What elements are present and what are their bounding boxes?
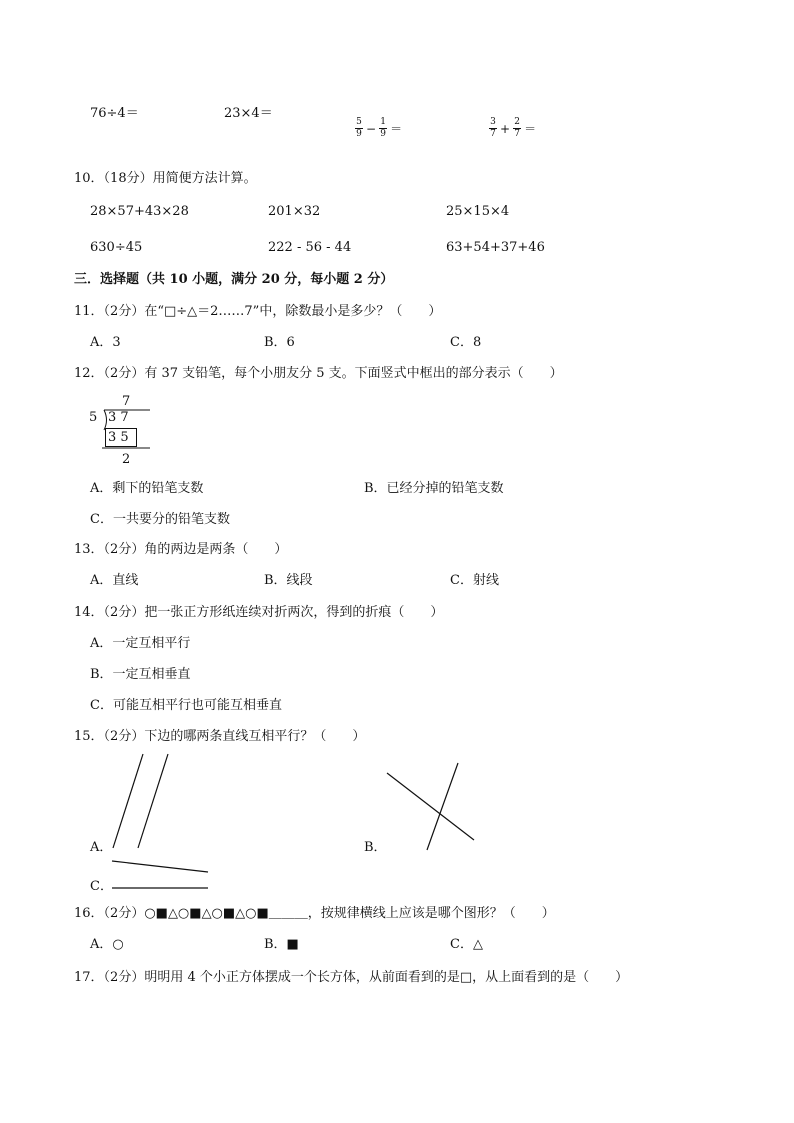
q11-title: 11．（2分）在“□÷△＝2……7”中，除数最小是多少？（ ） [74,304,442,319]
q10-item: 28×57+43×28 [90,204,189,219]
q14-title: 14．（2分）把一张正方形纸连续对折两次，得到的折痕（ ） [74,605,444,620]
division-divisor: 5 [89,410,98,425]
q12-option-b[interactable]: B．已经分掉的铅笔支数 [364,481,504,496]
q17-title: 17．（2分）明明用 4 个小正方体摆成一个长方体，从前面看到的是□，从上面看到的是（ ） [74,970,629,985]
option-b-line-2 [427,763,458,850]
division-remainder: 2 [122,452,131,467]
q13-option-b[interactable]: B．线段 [264,573,313,588]
parallel-lines-figure [0,740,794,900]
division-product: 3 5 [108,430,129,445]
q10-item: 630÷45 [90,240,143,255]
q16-option-c[interactable]: C．△ [450,937,483,952]
calc-23-times-4: 23×4＝ [224,106,273,121]
option-a-line-1 [113,754,143,848]
q12-option-c[interactable]: C．一共要分的铅笔支数 [90,512,230,527]
q14-option-a[interactable]: A．一定互相平行 [90,636,191,651]
option-c-line-1 [112,861,208,872]
q16-option-a[interactable]: A．○ [90,937,124,952]
q15-option-c[interactable]: C． [90,879,113,894]
option-a-line-2 [138,754,168,848]
q11-option-a[interactable]: A．3 [90,335,121,350]
q15-option-a[interactable]: A． [90,840,113,855]
q11-option-c[interactable]: C．8 [450,335,482,350]
q13-option-a[interactable]: A．直线 [90,573,139,588]
calc-fraction-add: 3 7 + 2 7 ＝ [490,117,537,139]
q11-option-b[interactable]: B．6 [264,335,295,350]
q15-title: 15．（2分）下边的哪两条直线互相平行？（ ） [74,729,366,744]
division-quotient: 7 [122,394,131,409]
q10-item: 222 - 56 - 44 [268,240,352,255]
q14-option-c[interactable]: C．可能互相平行也可能互相垂直 [90,698,282,713]
q12-option-a[interactable]: A．剩下的铅笔支数 [90,481,204,496]
q10-title: 10．（18分）用简便方法计算。 [74,171,257,186]
calc-fraction-subtract: 5 9 − 1 9 ＝ [356,117,403,139]
q14-option-b[interactable]: B．一定互相垂直 [90,667,191,682]
q13-title: 13．（2分）角的两边是两条（ ） [74,542,288,557]
q16-option-b[interactable]: B．■ [264,937,299,952]
q10-item: 63+54+37+46 [446,240,545,255]
q10-item: 25×15×4 [446,204,510,219]
section-heading: 三．选择题（共 10 小题，满分 20 分，每小题 2 分） [74,272,394,287]
q15-option-b[interactable]: B． [364,840,387,855]
calc-76-div-4: 76÷4＝ [90,106,139,121]
q12-title: 12．（2分）有 37 支铅笔，每个小朋友分 5 支。下面竖式中框出的部分表示（ ） [74,366,563,381]
q10-item: 201×32 [268,204,321,219]
division-dividend: 3 7 [108,410,129,425]
q13-option-c[interactable]: C．射线 [450,573,499,588]
option-b-line-1 [387,773,474,840]
q16-title: 16．（2分）○■△○■△○■△○■＿＿＿，按规律横线上应该是哪个图形？（ ） [74,906,555,921]
